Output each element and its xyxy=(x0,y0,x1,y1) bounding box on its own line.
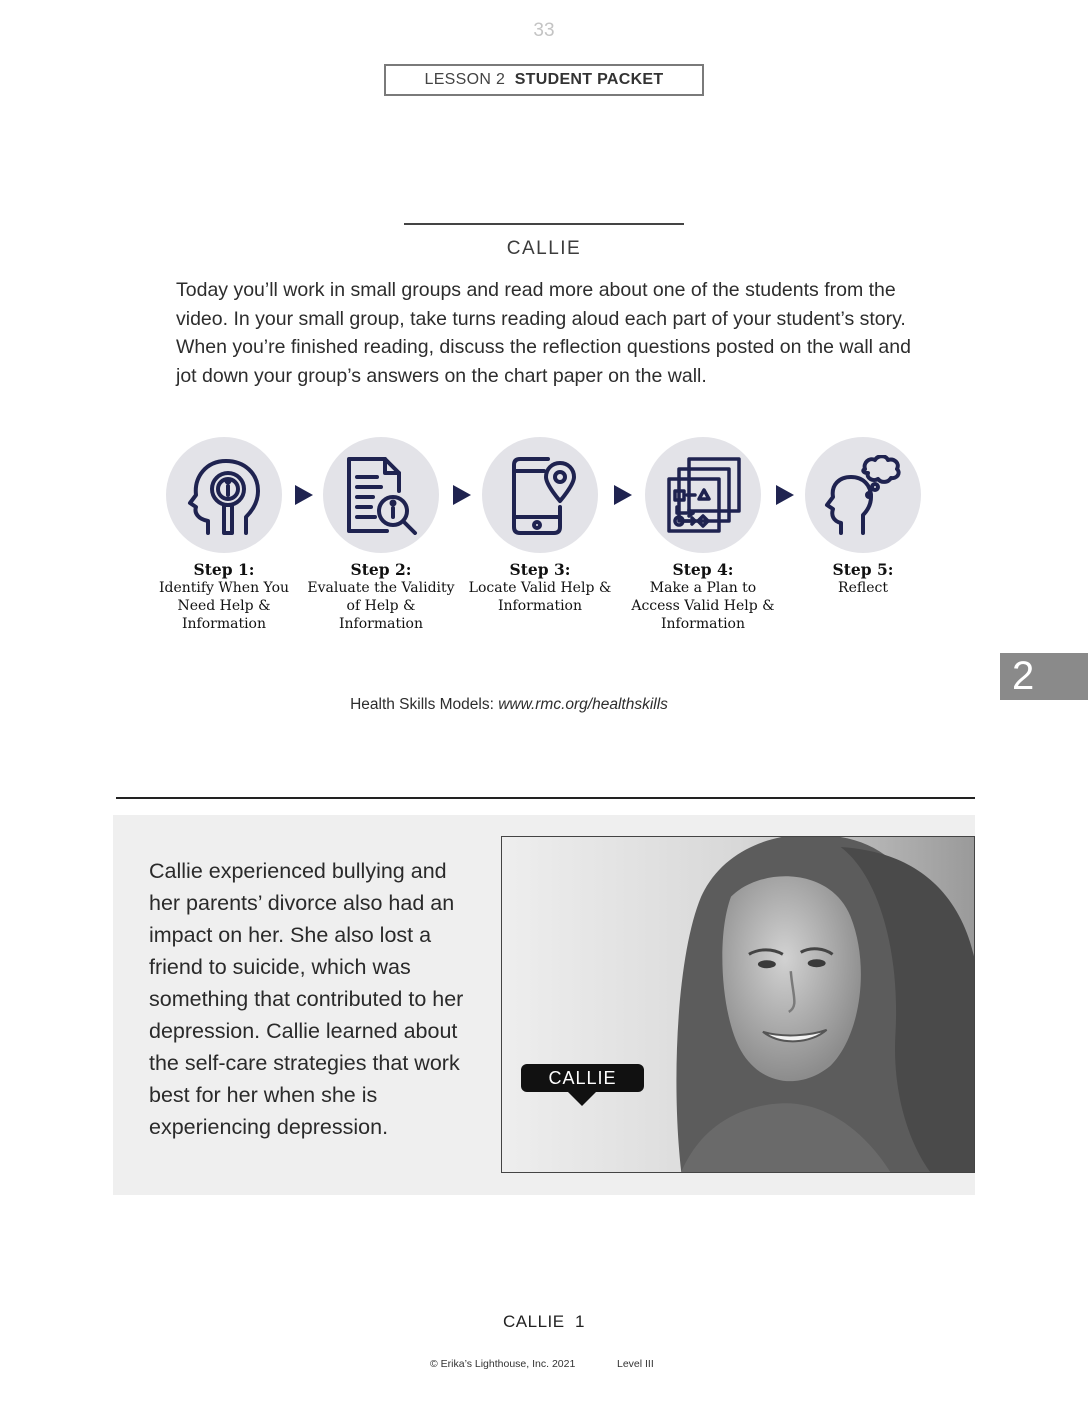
document-magnifier-icon xyxy=(341,455,421,535)
phone-location-icon xyxy=(500,455,580,535)
arrow-right-icon xyxy=(451,483,473,507)
arrow-right-icon xyxy=(293,483,315,507)
step-5-circle xyxy=(805,437,921,553)
step-4-desc: Make a Plan to Access Valid Help & Information xyxy=(631,580,775,632)
plan-cards-icon xyxy=(663,455,743,535)
portrait-image xyxy=(502,837,974,1172)
page-number: 33 xyxy=(533,20,555,41)
step-1-circle xyxy=(166,437,282,553)
step-2-title: Step 2: xyxy=(350,560,412,579)
step-4-title: Step 4: xyxy=(672,560,734,579)
footer-level: Level III xyxy=(617,1358,654,1370)
step-1-title: Step 1: xyxy=(193,560,255,579)
head-info-icon xyxy=(184,455,264,535)
student-photo xyxy=(501,836,975,1173)
packet-label: STUDENT PACKET xyxy=(514,71,664,88)
step-4-text xyxy=(628,561,778,633)
step-3-circle xyxy=(482,437,598,553)
caption-link[interactable]: www.rmc.org/healthskills xyxy=(498,696,668,713)
caption-prefix: Health Skills Models: xyxy=(350,696,499,713)
footer-title: CALLIE 1 xyxy=(503,1312,585,1331)
arrow-right-icon xyxy=(612,483,634,507)
step-2-text xyxy=(306,561,456,633)
story-text: Callie experienced bullying and her parents’ divorce also had an impact on her. She also lost a friend to suicide, which was something that contributed to her depression. Callie learned about the self-care strategies that work best for her when she is experiencing depression. xyxy=(149,859,464,1139)
name-tag-pointer xyxy=(568,1092,596,1106)
step-4-circle xyxy=(645,437,761,553)
step-1-text xyxy=(149,561,299,633)
step-5-title: Step 5: xyxy=(832,560,894,579)
step-3-text xyxy=(465,561,615,615)
title-rule xyxy=(404,223,684,225)
footer-copyright: © Erika’s Lighthouse, Inc. 2021 xyxy=(430,1358,576,1370)
health-skills-steps xyxy=(0,437,1088,667)
step-3-title: Step 3: xyxy=(509,560,571,579)
step-3-desc: Locate Valid Help & Information xyxy=(468,580,612,614)
step-5-text xyxy=(788,561,938,597)
head-thought-icon xyxy=(823,455,903,535)
lesson-header-box xyxy=(384,64,704,96)
section-title: CALLIE xyxy=(506,238,582,259)
chapter-tab: 2 xyxy=(1000,653,1088,700)
intro-paragraph: Today you’ll work in small groups and read more about one of the students from the video. In your small group, take turns reading aloud each part of your student’s story. When you’re finished reading, discuss the reflection questions posted on the wall and jot down your group’s answers on the chart paper on the wall. xyxy=(176,279,911,387)
step-1-desc: Identify When You Need Help & Information xyxy=(158,580,290,632)
health-skills-caption xyxy=(0,696,1018,714)
step-2-desc: Evaluate the Validity of Help & Information xyxy=(307,580,455,632)
name-tag: CALLIE xyxy=(521,1064,644,1092)
lesson-label: LESSON 2 xyxy=(424,71,506,88)
section-divider xyxy=(116,797,975,799)
step-5-desc: Reflect xyxy=(838,580,888,596)
arrow-right-icon xyxy=(774,483,796,507)
step-2-circle xyxy=(323,437,439,553)
